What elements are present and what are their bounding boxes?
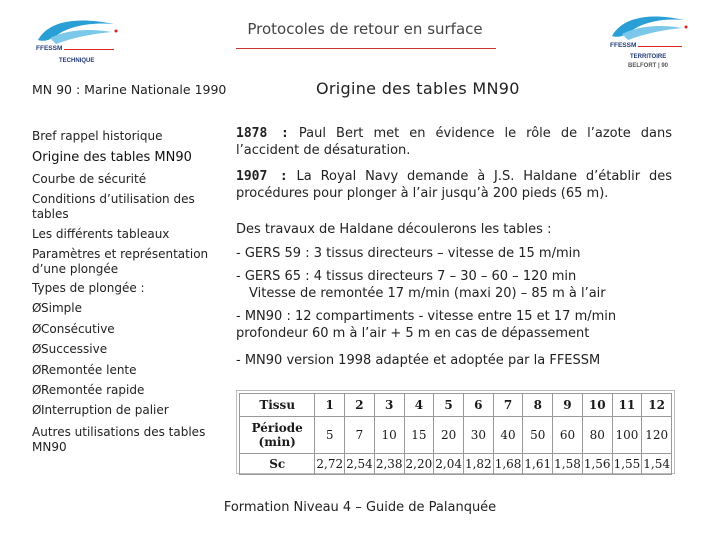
table-cell: 3 bbox=[374, 394, 404, 417]
table-cell: 7 bbox=[345, 417, 375, 454]
table-cell: 1,55 bbox=[612, 454, 642, 475]
arrow-icon: Ø bbox=[32, 363, 42, 377]
nav-item-historique[interactable]: Bref rappel historique bbox=[32, 129, 163, 143]
table-cell: 100 bbox=[612, 417, 642, 454]
year-1878: 1878 : bbox=[236, 126, 289, 141]
table-cell: 1,61 bbox=[523, 454, 553, 475]
table-cell: 50 bbox=[523, 417, 553, 454]
logo-brand-text: FFESSM bbox=[36, 45, 63, 52]
nav-item-remontee-lente[interactable]: ØRemontée lente bbox=[32, 363, 137, 377]
nav-item-parametres[interactable]: Paramètres et représentation d’une plongée bbox=[32, 247, 209, 276]
table-cell: 1,82 bbox=[463, 454, 493, 475]
table-cell: 80 bbox=[582, 417, 612, 454]
table-cell: 5 bbox=[434, 394, 464, 417]
table-row bbox=[240, 394, 672, 417]
nav-item-types[interactable]: Types de plongée : bbox=[32, 281, 145, 295]
nav-item-courbe[interactable]: Courbe de sécurité bbox=[32, 172, 147, 186]
table-cell: 7 bbox=[493, 394, 523, 417]
table-cell: 20 bbox=[434, 417, 464, 454]
bullet-gers59: - GERS 59 : 3 tissus directeurs – vitesse de 15 m/min bbox=[236, 246, 581, 261]
table-cell: 1 bbox=[315, 394, 345, 417]
arrow-icon: Ø bbox=[32, 403, 42, 417]
row-header-sc: Sc bbox=[240, 454, 315, 475]
left-nav bbox=[24, 118, 220, 482]
table-cell: 1,58 bbox=[553, 454, 583, 475]
nav-item-consecutive[interactable]: ØConsécutive bbox=[32, 322, 115, 336]
bullet-gers65-speed: Vitesse de remontée 17 m/min (maxi 20) – 85 m à l’air bbox=[249, 286, 606, 301]
bullet-mn90-1998: - MN90 version 1998 adaptée et adoptée par la FFESSM bbox=[236, 353, 601, 368]
table-cell: 2,72 bbox=[315, 454, 345, 475]
header-title: Protocoles de retour en surface bbox=[247, 20, 483, 38]
table-cell: 10 bbox=[582, 394, 612, 417]
nav-item-tableaux[interactable]: Les différents tableaux bbox=[32, 227, 170, 241]
table-cell: 1,54 bbox=[642, 454, 672, 475]
header-underline bbox=[236, 48, 496, 49]
arrow-icon: Ø bbox=[32, 383, 42, 397]
table-row bbox=[240, 417, 672, 454]
table-cell: 11 bbox=[612, 394, 642, 417]
table-cell: 15 bbox=[404, 417, 434, 454]
table-cell: 6 bbox=[463, 394, 493, 417]
table-row bbox=[240, 454, 672, 475]
logo-divider bbox=[638, 46, 682, 47]
nav-item-successive[interactable]: ØSuccessive bbox=[32, 342, 108, 356]
paragraph-1907: 1907 : La Royal Navy demande à J.S. Haldane d’établir des procédures pour plonger à l’air jusqu’à 200 pieds (65 m). bbox=[236, 169, 672, 201]
slide-title: Origine des tables MN90 bbox=[316, 79, 520, 98]
nav-item-autres[interactable]: Autres utilisations des tables MN90 bbox=[32, 425, 206, 454]
logo-divider bbox=[64, 49, 114, 50]
row-header-periode: Période (min) bbox=[240, 417, 315, 454]
logo-territoire-text: TERRITOIRE bbox=[630, 54, 667, 60]
nav-item-interruption[interactable]: ØInterruption de palier bbox=[32, 403, 169, 417]
ffessm-logo-right bbox=[606, 12, 690, 76]
table-cell: 12 bbox=[642, 394, 672, 417]
table-cell: 8 bbox=[523, 394, 553, 417]
table-cell: 2,04 bbox=[434, 454, 464, 475]
year-1907: 1907 : bbox=[236, 169, 288, 184]
paragraph-1878: 1878 : Paul Bert met en évidence le rôle de l’azote dans l’accident de désaturation. bbox=[236, 126, 672, 158]
nav-item-remontee-rapide[interactable]: ØRemontée rapide bbox=[32, 383, 145, 397]
mn90-table-frame bbox=[236, 390, 675, 474]
nav-item-simple[interactable]: ØSimple bbox=[32, 301, 82, 315]
wave-logo-icon bbox=[606, 12, 690, 46]
table-cell: 10 bbox=[374, 417, 404, 454]
ffessm-logo-left bbox=[26, 14, 126, 70]
table-cell: 2,54 bbox=[345, 454, 375, 475]
table-cell: 5 bbox=[315, 417, 345, 454]
nav-item-origine[interactable]: Origine des tables MN90 bbox=[32, 150, 192, 165]
table-cell: 30 bbox=[463, 417, 493, 454]
arrow-icon: Ø bbox=[32, 322, 42, 336]
bullet-mn90: - MN90 : 12 compartiments - vitesse entre 15 et 17 m/min profondeur 60 m à l’air + 5 m en cas de dépassement bbox=[236, 309, 617, 341]
paragraph-haldane: Des travaux de Haldane découlerons les tables : bbox=[236, 222, 552, 237]
table-cell: 1,68 bbox=[493, 454, 523, 475]
table-cell: 40 bbox=[493, 417, 523, 454]
table-cell: 9 bbox=[553, 394, 583, 417]
table-cell: 60 bbox=[553, 417, 583, 454]
table-cell: 4 bbox=[404, 394, 434, 417]
logo-brand-text: FFESSM bbox=[610, 42, 637, 49]
table-cell: 2,38 bbox=[374, 454, 404, 475]
logo-belfort-text: BELFORT | 90 bbox=[628, 63, 669, 69]
bullet-gers65: - GERS 65 : 4 tissus directeurs 7 – 30 – 60 – 120 min bbox=[236, 269, 577, 284]
arrow-icon: Ø bbox=[32, 342, 42, 356]
arrow-icon: Ø bbox=[32, 301, 42, 315]
table-cell: 2 bbox=[345, 394, 375, 417]
nav-item-conditions[interactable]: Conditions d’utilisation des tables bbox=[32, 192, 195, 221]
table-cell: 120 bbox=[642, 417, 672, 454]
slide-subtitle: MN 90 : Marine Nationale 1990 bbox=[32, 82, 227, 97]
table-cell: 1,56 bbox=[582, 454, 612, 475]
table-cell: 2,20 bbox=[404, 454, 434, 475]
footer-text: Formation Niveau 4 – Guide de Palanquée bbox=[223, 500, 497, 515]
row-header-tissu: Tissu bbox=[240, 394, 315, 417]
logo-sub-text: TECHNIQUE bbox=[59, 58, 95, 64]
mn90-compartments-table bbox=[239, 393, 672, 475]
